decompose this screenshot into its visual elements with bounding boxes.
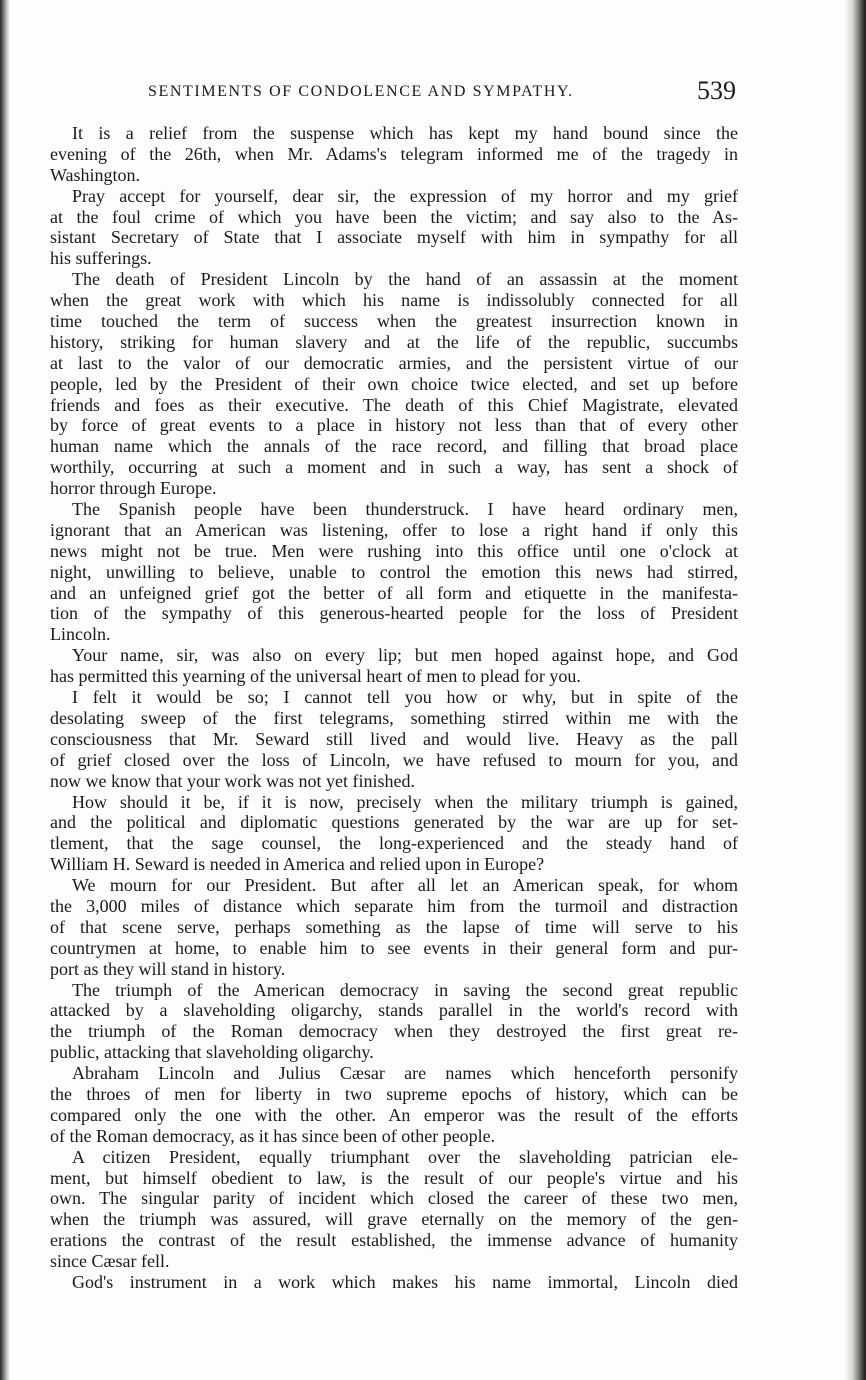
page-number: 539 — [697, 76, 736, 105]
page-header — [48, 76, 738, 112]
text-line: history, striking for human slavery and at the life of the republic, succumbs — [50, 331, 738, 352]
text-line: Your name, sir, was also on every lip; but men hoped against hope, and God — [72, 645, 738, 666]
paragraph — [50, 1272, 738, 1293]
text-line: compared only the one with the other. An emperor was the result of the efforts — [50, 1104, 738, 1125]
text-line: desolating sweep of the first telegrams, something stirred within me with the — [50, 707, 738, 728]
text-line: ignorant that an American was listening, offer to lose a right hand if only this — [50, 519, 738, 540]
text-line: at last to the valor of our democratic armies, and the persistent virtue of our — [50, 352, 738, 373]
text-line: the 3,000 miles of distance which separate him from the turmoil and distraction — [50, 895, 738, 916]
text-line: the throes of men for liberty in two supreme epochs of history, which can be — [50, 1083, 738, 1104]
text-line: time touched the term of success when the greatest insurrection known in — [50, 311, 738, 332]
text-line: tlement, that the sage counsel, the long-experienced and the steady hand of — [50, 833, 738, 854]
text-line: has permitted this yearning of the universal heart of men to plead for you. — [50, 666, 581, 687]
text-line: his sufferings. — [50, 248, 152, 269]
text-line: sistant Secretary of State that I associate myself with him in sympathy for all — [50, 227, 738, 248]
paragraph — [50, 499, 738, 645]
text-line: port as they will stand in history. — [50, 958, 286, 979]
paragraph — [50, 980, 738, 1064]
text-line: Washington. — [50, 164, 141, 185]
text-line: night, unwilling to believe, unable to control the emotion this news had stirred, — [50, 561, 738, 582]
text-line: now we know that your work was not yet finished. — [50, 770, 415, 791]
text-line: Abraham Lincoln and Julius Cæsar are names which henceforth personify — [72, 1063, 738, 1084]
paragraph — [50, 269, 738, 499]
text-line: William H. Seward is needed in America and relied upon in Europe? — [50, 854, 545, 875]
text-line: countrymen at home, to enable him to see events in their general form and pur- — [50, 937, 738, 958]
paragraph — [50, 645, 738, 687]
text-line: since Cæsar fell. — [50, 1251, 170, 1272]
paragraph — [50, 186, 738, 270]
text-line: Lincoln. — [50, 624, 111, 645]
paragraph — [50, 1147, 738, 1272]
text-line: of the Roman democracy, as it has since been of other people. — [50, 1125, 496, 1146]
text-line: at the foul crime of which you have been the victim; and say also to the As- — [50, 206, 738, 227]
text-line: The death of President Lincoln by the hand of an assassin at the moment — [72, 269, 738, 290]
text-line: The triumph of the American democracy in saving the second great republic — [72, 979, 738, 1000]
running-head: SENTIMENTS OF CONDOLENCE AND SYMPATHY. — [148, 83, 574, 100]
page-left-edge — [0, 0, 10, 1380]
text-line: We mourn for our President. But after all let an American speak, for whom — [72, 875, 738, 896]
text-line: people, led by the President of their own choice twice elected, and set up before — [50, 373, 738, 394]
text-line: The Spanish people have been thunderstruck. I have heard ordinary men, — [72, 499, 738, 520]
text-line: human name which the annals of the race record, and filling that broad place — [50, 436, 738, 457]
text-line: when the triumph was assured, will grave eternally on the memory of the gen- — [50, 1209, 738, 1230]
text-line: ment, but himself obedient to law, is the result of our people's virtue and his — [50, 1167, 738, 1188]
text-line: own. The singular parity of incident which closed the career of these two men, — [50, 1188, 738, 1209]
text-line: I felt it would be so; I cannot tell you how or why, but in spite of the — [72, 687, 738, 708]
text-line: attacked by a slaveholding oligarchy, stands parallel in the world's record with — [50, 1000, 738, 1021]
text-line: Pray accept for yourself, dear sir, the expression of my horror and my grief — [72, 185, 738, 206]
text-line: erations the contrast of the result established, the immense advance of humanity — [50, 1230, 738, 1251]
paragraph — [50, 123, 738, 186]
text-line: public, attacking that slaveholding oligarchy. — [50, 1042, 374, 1063]
text-line: tion of the sympathy of this generous-hearted people for the loss of President — [50, 603, 738, 624]
text-line: God's instrument in a work which makes his name immortal, Lincoln died — [72, 1271, 738, 1292]
text-line: worthily, occurring at such a moment and in such a way, has sent a shock of — [50, 457, 738, 478]
text-line: news might not be true. Men were rushing into this office until one o'clock at — [50, 540, 738, 561]
text-line: It is a relief from the suspense which has kept my hand bound since the — [72, 123, 738, 143]
text-line: and the political and diplomatic questions generated by the war are up for set- — [50, 812, 738, 833]
paragraph — [50, 875, 738, 979]
text-line: and an unfeigned grief got the better of all form and etiquette in the manifesta- — [50, 582, 738, 603]
text-line: horror through Europe. — [50, 478, 217, 499]
text-line: of that scene serve, perhaps something as the lapse of time will serve to his — [50, 916, 738, 937]
page-right-edge — [844, 0, 866, 1380]
text-line: by force of great events to a place in history not less than that of every other — [50, 415, 738, 436]
text-line: How should it be, if it is now, precisely when the military triumph is gained, — [72, 791, 738, 812]
text-line: of grief closed over the loss of Lincoln, we have refused to mourn for you, and — [50, 749, 738, 770]
paragraph — [50, 792, 738, 876]
paragraph — [50, 1063, 738, 1147]
text-line: A citizen President, equally triumphant over the slaveholding patrician ele- — [72, 1146, 738, 1167]
text-line: evening of the 26th, when Mr. Adams's telegram informed me of the tragedy in — [50, 143, 738, 164]
text-line: consciousness that Mr. Seward still lived and would live. Heavy as the pall — [50, 728, 738, 749]
text-line: the triumph of the Roman democracy when they destroyed the first great re- — [50, 1021, 738, 1042]
paragraph — [50, 687, 738, 791]
body-text — [50, 123, 738, 1293]
text-line: friends and foes as their executive. The death of this Chief Magistrate, elevated — [50, 394, 738, 415]
text-line: when the great work with which his name is indissolubly connected for all — [50, 290, 738, 311]
